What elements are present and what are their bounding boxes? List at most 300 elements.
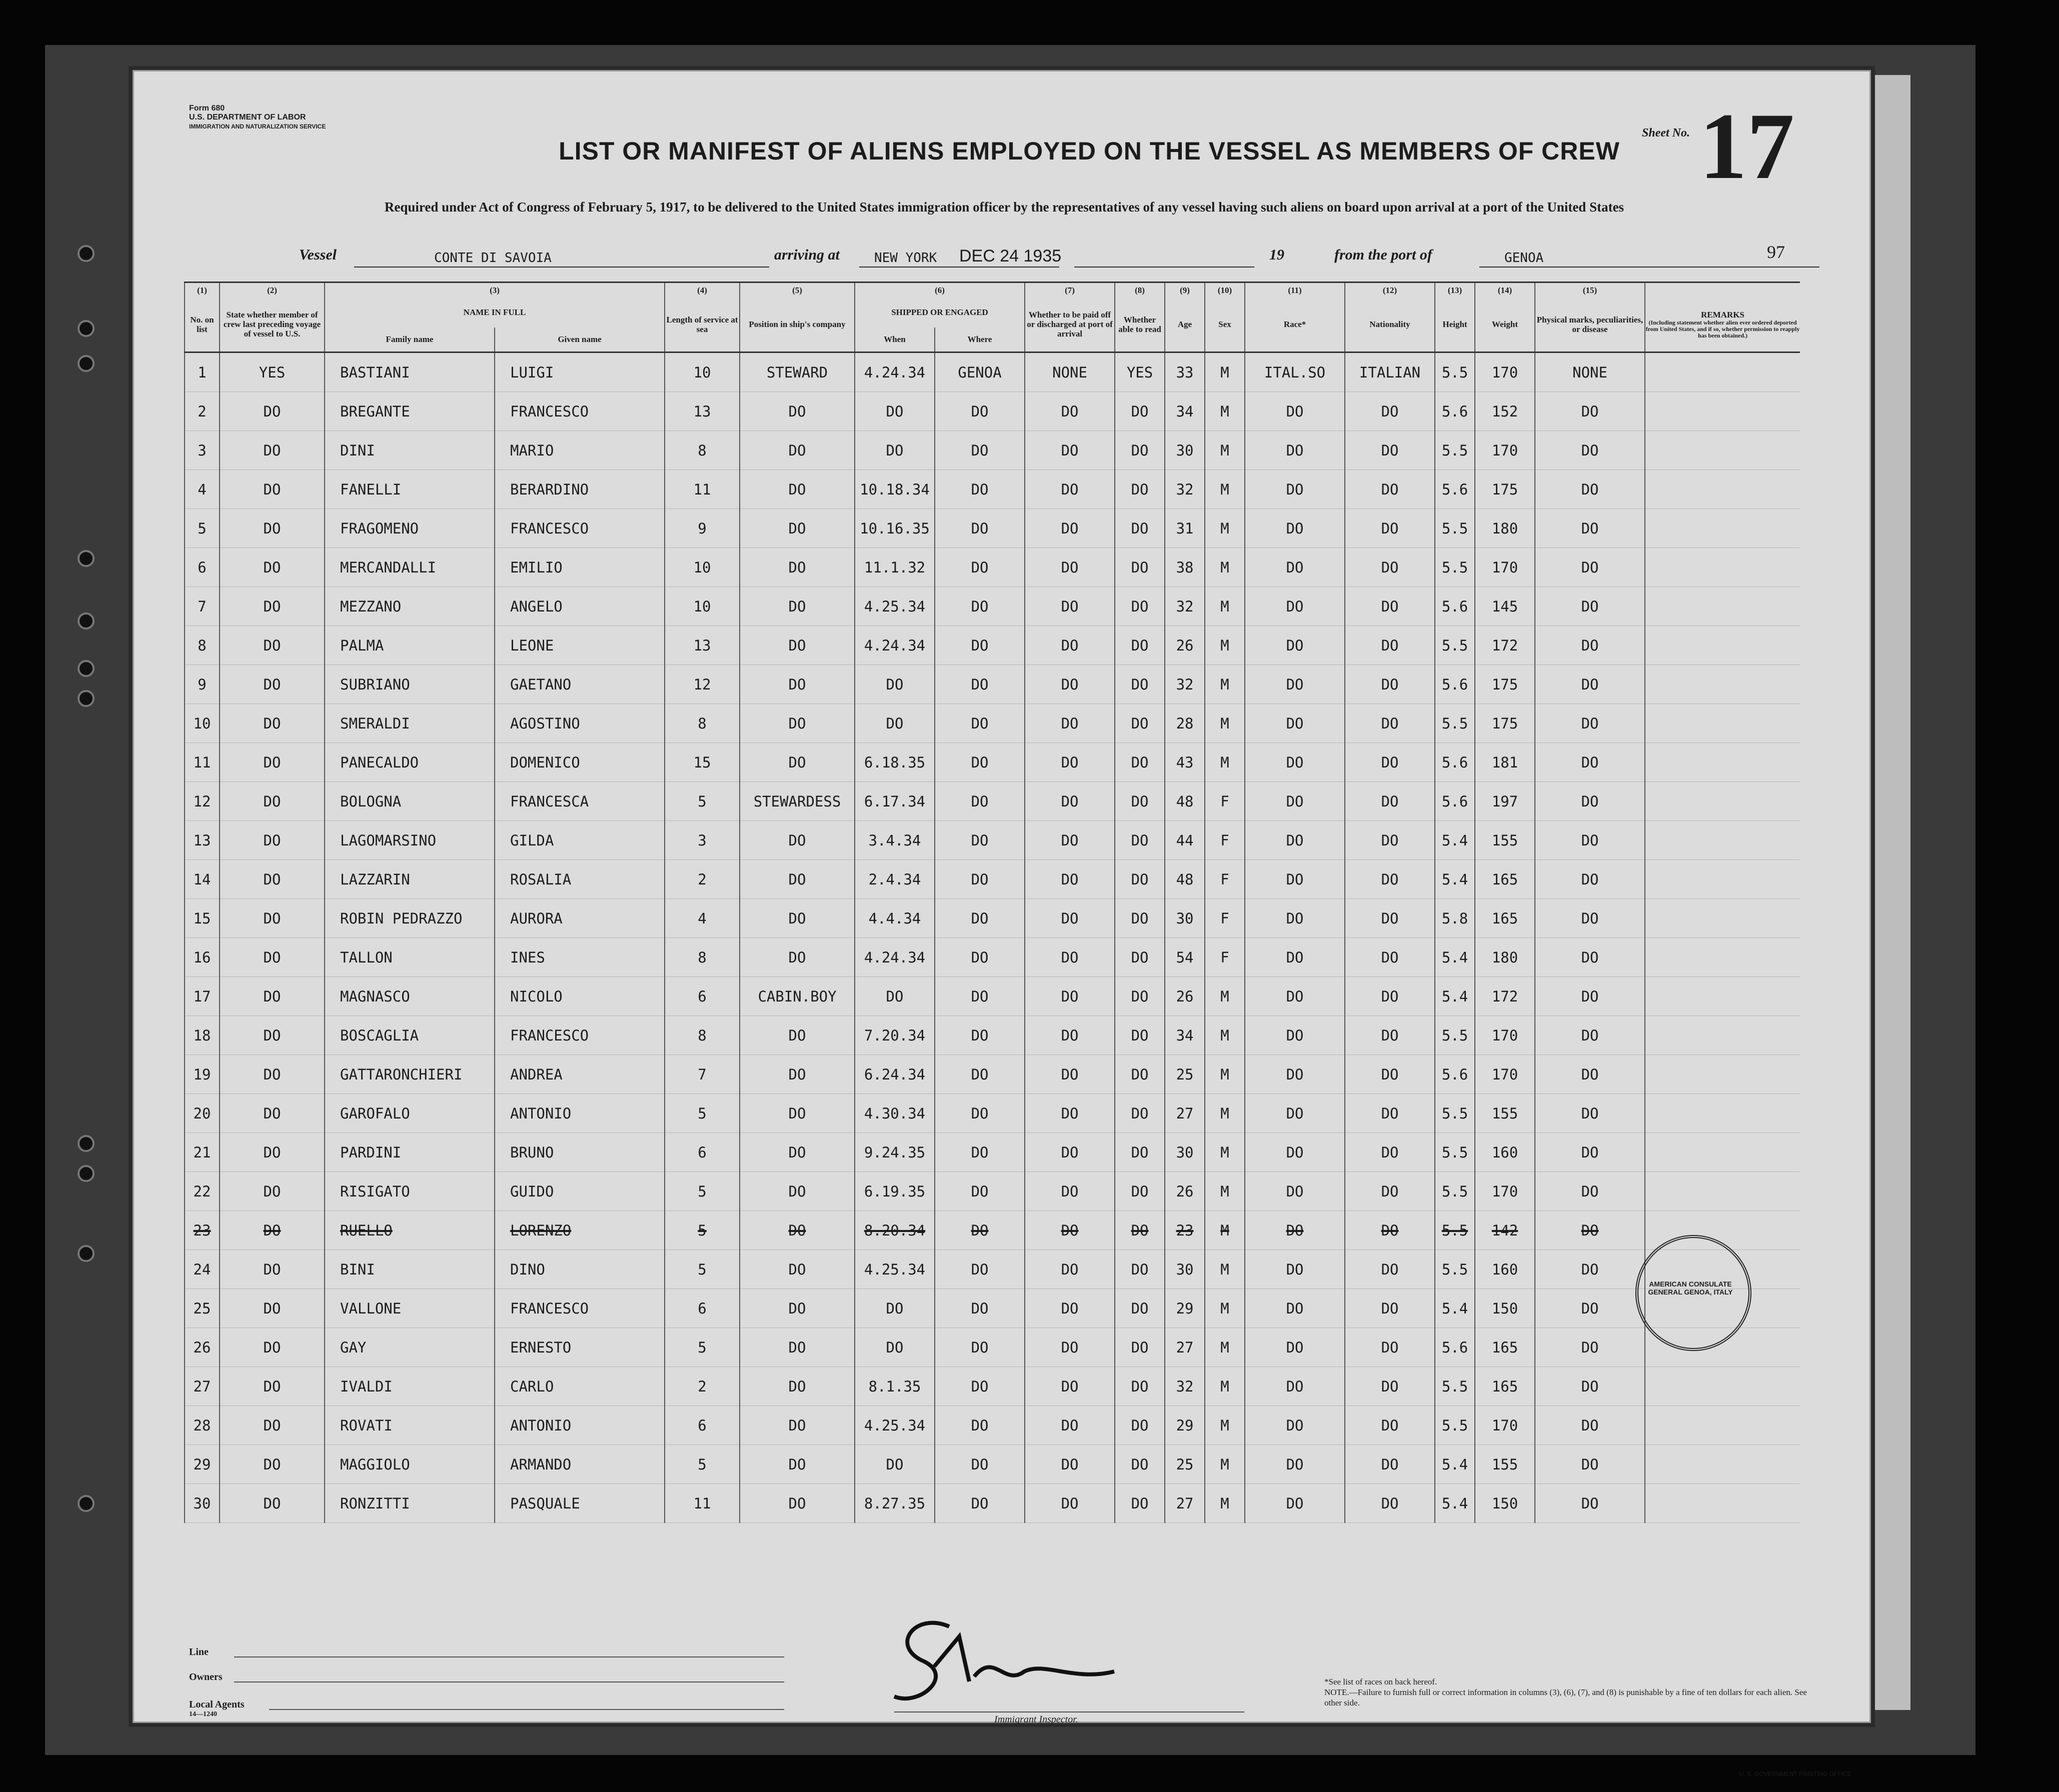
cell-state: DO (220, 938, 325, 977)
cell-remarks (1645, 1133, 1800, 1172)
cell-nationality: DO (1345, 509, 1435, 548)
cell-family: RONZITTI (325, 1484, 495, 1523)
cell-race: DO (1245, 509, 1345, 548)
cell-remarks (1645, 1094, 1800, 1133)
col-num: (5) (740, 282, 855, 298)
cell-height: 5.5 (1435, 352, 1475, 392)
cell-length: 6 (665, 1289, 740, 1328)
cell-race: DO (1245, 1016, 1345, 1055)
cell-given: ARMANDO (495, 1445, 665, 1484)
cell-given: INES (495, 938, 665, 977)
form-dept: U.S. DEPARTMENT OF LABOR (189, 113, 306, 122)
cell-nationality: DO (1345, 1289, 1435, 1328)
cell-remarks (1645, 665, 1800, 704)
cell-race: DO (1245, 1289, 1345, 1328)
cell-family: RUELLO (325, 1211, 495, 1250)
cell-given: FRANCESCA (495, 782, 665, 821)
from-label: from the port of (1334, 246, 1432, 263)
cell-read: DO (1115, 938, 1165, 977)
cell-physical: DO (1535, 1406, 1645, 1445)
cell-family: MEZZANO (325, 587, 495, 626)
cell-when: 3.4.34 (855, 821, 935, 860)
sheet-label: Sheet No. (1642, 126, 1690, 140)
header-where: Where (935, 328, 1025, 352)
cell-remarks (1645, 1484, 1800, 1523)
header-weight: Weight (1475, 298, 1535, 352)
table-row (185, 1016, 1800, 1055)
cell-no: 15 (185, 899, 220, 938)
cell-height: 5.5 (1435, 1172, 1475, 1211)
cell-sex: M (1205, 1445, 1245, 1484)
cell-paid: DO (1025, 548, 1115, 587)
cell-paid: DO (1025, 977, 1115, 1016)
cell-age: 43 (1165, 743, 1205, 782)
cell-given: DINO (495, 1250, 665, 1289)
cell-nationality: DO (1345, 587, 1435, 626)
cell-weight: 150 (1475, 1289, 1535, 1328)
cell-paid: DO (1025, 743, 1115, 782)
cell-age: 27 (1165, 1094, 1205, 1133)
header-nationality: Nationality (1345, 298, 1435, 352)
cell-given: BRUNO (495, 1133, 665, 1172)
cell-where: DO (935, 977, 1025, 1016)
cell-sex: M (1205, 665, 1245, 704)
cell-when: DO (855, 704, 935, 743)
cell-race: DO (1245, 743, 1345, 782)
cell-nationality: DO (1345, 977, 1435, 1016)
cell-position: DO (740, 1133, 855, 1172)
cell-position: STEWARD (740, 352, 855, 392)
cell-remarks (1645, 470, 1800, 509)
cell-state: DO (220, 899, 325, 938)
cell-physical: DO (1535, 821, 1645, 860)
cell-read: DO (1115, 1016, 1165, 1055)
cell-height: 5.6 (1435, 743, 1475, 782)
cell-nationality: DO (1345, 743, 1435, 782)
table-row (185, 1094, 1800, 1133)
page-subtitle: Required under Act of Congress of February 5, 1917, to be delivered to the United States immigration officer by the representatives of any vessel having such aliens on board upon arrival at a port of the United States (384, 200, 1624, 214)
cell-age: 48 (1165, 782, 1205, 821)
cell-paid: DO (1025, 665, 1115, 704)
cell-where: DO (935, 1016, 1025, 1055)
cell-family: DINI (325, 431, 495, 470)
cell-paid: DO (1025, 1289, 1115, 1328)
cell-no: 10 (185, 704, 220, 743)
cell-age: 33 (1165, 352, 1205, 392)
cell-length: 15 (665, 743, 740, 782)
cell-length: 11 (665, 1484, 740, 1523)
cell-height: 5.4 (1435, 1289, 1475, 1328)
cell-when: 6.24.34 (855, 1055, 935, 1094)
cell-age: 54 (1165, 938, 1205, 977)
cell-weight: 142 (1475, 1211, 1535, 1250)
cell-when: 4.24.34 (855, 626, 935, 665)
cell-remarks (1645, 977, 1800, 1016)
year-label: 19 (1269, 246, 1284, 263)
cell-where: DO (935, 1328, 1025, 1367)
cell-remarks (1645, 352, 1800, 392)
cell-remarks (1645, 626, 1800, 665)
cell-sex: F (1205, 782, 1245, 821)
cell-paid: DO (1025, 704, 1115, 743)
cell-race: DO (1245, 1055, 1345, 1094)
remarks-note: (Including statement whether alien ever ordered deported from United States, and if so, whether permission to reapply has been obtained.) (1645, 318, 1800, 339)
table-row (185, 1406, 1800, 1445)
cell-weight: 172 (1475, 977, 1535, 1016)
cell-height: 5.6 (1435, 782, 1475, 821)
cell-weight: 175 (1475, 470, 1535, 509)
cell-no: 24 (185, 1250, 220, 1289)
cell-age: 38 (1165, 548, 1205, 587)
cell-remarks (1645, 782, 1800, 821)
cell-weight: 160 (1475, 1250, 1535, 1289)
cell-no: 9 (185, 665, 220, 704)
cell-remarks (1645, 1367, 1800, 1406)
cell-weight: 155 (1475, 1445, 1535, 1484)
cell-height: 5.4 (1435, 977, 1475, 1016)
cell-age: 32 (1165, 587, 1205, 626)
cell-position: DO (740, 1211, 855, 1250)
cell-age: 29 (1165, 1289, 1205, 1328)
cell-position: DO (740, 665, 855, 704)
table-row (185, 470, 1800, 509)
cell-age: 32 (1165, 1367, 1205, 1406)
cell-read: DO (1115, 1055, 1165, 1094)
cell-given: ANDREA (495, 1055, 665, 1094)
cell-state: DO (220, 782, 325, 821)
cell-height: 5.8 (1435, 899, 1475, 938)
cell-weight: 170 (1475, 352, 1535, 392)
table-row (185, 509, 1800, 548)
consulate-seal-text: AMERICAN CONSULATE GENERAL GENOA, ITALY (1648, 1280, 1733, 1296)
cell-nationality: DO (1345, 1406, 1435, 1445)
cell-family: BREGANTE (325, 392, 495, 431)
cell-no: 19 (185, 1055, 220, 1094)
cell-height: 5.5 (1435, 1367, 1475, 1406)
cell-sex: M (1205, 1094, 1245, 1133)
cell-physical: DO (1535, 977, 1645, 1016)
cell-remarks (1645, 587, 1800, 626)
cell-position: DO (740, 1016, 855, 1055)
table-row (185, 431, 1800, 470)
cell-state: DO (220, 509, 325, 548)
cell-remarks (1645, 938, 1800, 977)
cell-sex: M (1205, 587, 1245, 626)
cell-nationality: DO (1345, 665, 1435, 704)
cell-paid: DO (1025, 1016, 1115, 1055)
cell-physical: DO (1535, 587, 1645, 626)
cell-when: 11.1.32 (855, 548, 935, 587)
cell-paid: DO (1025, 509, 1115, 548)
table-row (185, 352, 1800, 392)
cell-remarks (1645, 899, 1800, 938)
cell-read: DO (1115, 1172, 1165, 1211)
cell-weight: 155 (1475, 1094, 1535, 1133)
cell-remarks (1645, 548, 1800, 587)
cell-no: 18 (185, 1016, 220, 1055)
cell-age: 34 (1165, 392, 1205, 431)
cell-length: 3 (665, 821, 740, 860)
cell-remarks (1645, 1445, 1800, 1484)
cell-race: DO (1245, 470, 1345, 509)
cell-no: 8 (185, 626, 220, 665)
cell-state: DO (220, 665, 325, 704)
cell-length: 5 (665, 1445, 740, 1484)
table-row (185, 626, 1800, 665)
cell-read: DO (1115, 1094, 1165, 1133)
cell-physical: DO (1535, 860, 1645, 899)
from-value: GENOA (1504, 250, 1544, 266)
cell-read: DO (1115, 1289, 1165, 1328)
cell-physical: DO (1535, 665, 1645, 704)
page-number: 97 (1767, 242, 1785, 262)
cell-state: DO (220, 392, 325, 431)
cell-when: 7.20.34 (855, 1016, 935, 1055)
cell-no: 28 (185, 1406, 220, 1445)
cell-position: DO (740, 1406, 855, 1445)
cell-length: 5 (665, 1211, 740, 1250)
cell-nationality: DO (1345, 1250, 1435, 1289)
printer-line: U. S. GOVERNMENT PRINTING OFFICE (1739, 1770, 1851, 1778)
cell-nationality: DO (1345, 431, 1435, 470)
header-state: State whether member of crew last preceding voyage of vessel to U.S. (220, 298, 325, 352)
cell-age: 26 (1165, 1172, 1205, 1211)
cell-weight: 197 (1475, 782, 1535, 821)
cell-where: DO (935, 665, 1025, 704)
cell-race: DO (1245, 587, 1345, 626)
cell-no: 2 (185, 392, 220, 431)
table-row (185, 1172, 1800, 1211)
cell-height: 5.5 (1435, 1406, 1475, 1445)
cell-physical: DO (1535, 899, 1645, 938)
cell-physical: DO (1535, 1133, 1645, 1172)
cell-position: DO (740, 1055, 855, 1094)
cell-state: DO (220, 1484, 325, 1523)
cell-read: DO (1115, 899, 1165, 938)
cell-race: DO (1245, 782, 1345, 821)
cell-given: ANTONIO (495, 1406, 665, 1445)
cell-family: VALLONE (325, 1289, 495, 1328)
cell-where: DO (935, 1211, 1025, 1250)
cell-state: DO (220, 431, 325, 470)
cell-height: 5.5 (1435, 1094, 1475, 1133)
cell-read: DO (1115, 1250, 1165, 1289)
cell-no: 1 (185, 352, 220, 392)
col-num: (1) (185, 282, 220, 298)
footer-agents-label: Local Agents (189, 1699, 245, 1710)
cell-given: ROSALIA (495, 860, 665, 899)
cell-family: PARDINI (325, 1133, 495, 1172)
cell-nationality: DO (1345, 1484, 1435, 1523)
cell-given: BERARDINO (495, 470, 665, 509)
cell-length: 11 (665, 470, 740, 509)
cell-position: DO (740, 704, 855, 743)
cell-given: GUIDO (495, 1172, 665, 1211)
cell-when: DO (855, 431, 935, 470)
cell-given: NICOLO (495, 977, 665, 1016)
cell-given: ERNESTO (495, 1328, 665, 1367)
col-num: (11) (1245, 282, 1345, 298)
cell-nationality: ITALIAN (1345, 352, 1435, 392)
cell-nationality: DO (1345, 1172, 1435, 1211)
cell-state: DO (220, 860, 325, 899)
col-num: (13) (1435, 282, 1475, 298)
cell-when: 4.30.34 (855, 1094, 935, 1133)
cell-state: DO (220, 548, 325, 587)
cell-position: STEWARDESS (740, 782, 855, 821)
form-number: Form 680 (189, 104, 225, 112)
cell-sex: M (1205, 1172, 1245, 1211)
cell-physical: DO (1535, 1289, 1645, 1328)
cell-age: 30 (1165, 1250, 1205, 1289)
cell-length: 10 (665, 587, 740, 626)
cell-height: 5.4 (1435, 1445, 1475, 1484)
table-row (185, 743, 1800, 782)
cell-where: DO (935, 1484, 1025, 1523)
cell-weight: 152 (1475, 392, 1535, 431)
arriving-value: NEW YORK (874, 250, 937, 266)
cell-length: 8 (665, 704, 740, 743)
cell-physical: DO (1535, 470, 1645, 509)
col-num: (4) (665, 282, 740, 298)
cell-given: GAETANO (495, 665, 665, 704)
cell-where: DO (935, 470, 1025, 509)
cell-given: CARLO (495, 1367, 665, 1406)
cell-paid: DO (1025, 1055, 1115, 1094)
cell-no: 7 (185, 587, 220, 626)
table-row (185, 1055, 1800, 1094)
cell-race: DO (1245, 392, 1345, 431)
cell-sex: M (1205, 1289, 1245, 1328)
cell-read: DO (1115, 626, 1165, 665)
cell-nationality: DO (1345, 1094, 1435, 1133)
cell-position: DO (740, 899, 855, 938)
cell-paid: DO (1025, 392, 1115, 431)
cell-read: DO (1115, 821, 1165, 860)
cell-weight: 175 (1475, 704, 1535, 743)
cell-sex: M (1205, 704, 1245, 743)
cell-when: DO (855, 1289, 935, 1328)
cell-read: DO (1115, 860, 1165, 899)
binder-hole (78, 1135, 95, 1152)
cell-weight: 170 (1475, 1055, 1535, 1094)
cell-age: 26 (1165, 626, 1205, 665)
cell-nationality: DO (1345, 1445, 1435, 1484)
cell-weight: 170 (1475, 431, 1535, 470)
cell-age: 30 (1165, 431, 1205, 470)
cell-weight: 155 (1475, 821, 1535, 860)
cell-nationality: DO (1345, 782, 1435, 821)
cell-age: 32 (1165, 470, 1205, 509)
cell-paid: DO (1025, 821, 1115, 860)
cell-nationality: DO (1345, 1133, 1435, 1172)
cell-read: DO (1115, 782, 1165, 821)
header-name-in-full: NAME IN FULL (325, 298, 665, 328)
cell-family: GAY (325, 1328, 495, 1367)
binder-hole (78, 1165, 95, 1182)
cell-nationality: DO (1345, 1211, 1435, 1250)
note-star: *See list of races on back hereof. (1324, 1677, 1437, 1686)
cell-sex: M (1205, 743, 1245, 782)
cell-when: 4.25.34 (855, 1406, 935, 1445)
cell-length: 5 (665, 1250, 740, 1289)
cell-no: 20 (185, 1094, 220, 1133)
cell-sex: M (1205, 548, 1245, 587)
cell-when: 6.17.34 (855, 782, 935, 821)
cell-height: 5.6 (1435, 587, 1475, 626)
col-num: (7) (1025, 282, 1115, 298)
cell-paid: NONE (1025, 352, 1115, 392)
cell-height: 5.6 (1435, 392, 1475, 431)
cell-sex: F (1205, 821, 1245, 860)
table-row (185, 1250, 1800, 1289)
cell-age: 31 (1165, 509, 1205, 548)
table-row (185, 1328, 1800, 1367)
col-num: (3) (325, 282, 665, 298)
cell-position: DO (740, 548, 855, 587)
cell-where: DO (935, 587, 1025, 626)
header-length: Length of service at sea (665, 298, 740, 352)
col-num: (8) (1115, 282, 1165, 298)
cell-sex: M (1205, 977, 1245, 1016)
cell-sex: M (1205, 1211, 1245, 1250)
cell-family: ROBIN PEDRAZZO (325, 899, 495, 938)
cell-state: DO (220, 1055, 325, 1094)
cell-physical: DO (1535, 1016, 1645, 1055)
cell-weight: 165 (1475, 860, 1535, 899)
cell-read: DO (1115, 1367, 1165, 1406)
col-num: (14) (1475, 282, 1535, 298)
cell-nationality: DO (1345, 470, 1435, 509)
cell-race: DO (1245, 821, 1345, 860)
cell-when: 4.24.34 (855, 352, 935, 392)
cell-given: FRANCESCO (495, 1016, 665, 1055)
cell-state: DO (220, 587, 325, 626)
cell-family: BOSCAGLIA (325, 1016, 495, 1055)
cell-where: DO (935, 899, 1025, 938)
cell-height: 5.5 (1435, 548, 1475, 587)
cell-weight: 145 (1475, 587, 1535, 626)
cell-family: MERCANDALLI (325, 548, 495, 587)
cell-position: DO (740, 431, 855, 470)
cell-where: DO (935, 1250, 1025, 1289)
cell-given: DOMENICO (495, 743, 665, 782)
cell-when: 4.25.34 (855, 587, 935, 626)
cell-family: FRAGOMENO (325, 509, 495, 548)
cell-when: 8.20.34 (855, 1211, 935, 1250)
cell-height: 5.5 (1435, 1211, 1475, 1250)
cell-no: 27 (185, 1367, 220, 1406)
cell-remarks (1645, 1172, 1800, 1211)
cell-race: DO (1245, 1211, 1345, 1250)
cell-weight: 175 (1475, 665, 1535, 704)
cell-physical: DO (1535, 938, 1645, 977)
cell-height: 5.6 (1435, 470, 1475, 509)
header-position: Position in ship's company (740, 298, 855, 352)
remarks-title: REMARKS (1701, 310, 1744, 320)
table-row (185, 392, 1800, 431)
cell-race: DO (1245, 1445, 1345, 1484)
cell-nationality: DO (1345, 392, 1435, 431)
cell-weight: 165 (1475, 1367, 1535, 1406)
cell-given: FRANCESCO (495, 392, 665, 431)
cell-where: DO (935, 1367, 1025, 1406)
header-age: Age (1165, 298, 1205, 352)
cell-state: DO (220, 821, 325, 860)
cell-read: DO (1115, 470, 1165, 509)
cell-length: 8 (665, 938, 740, 977)
cell-no: 5 (185, 509, 220, 548)
